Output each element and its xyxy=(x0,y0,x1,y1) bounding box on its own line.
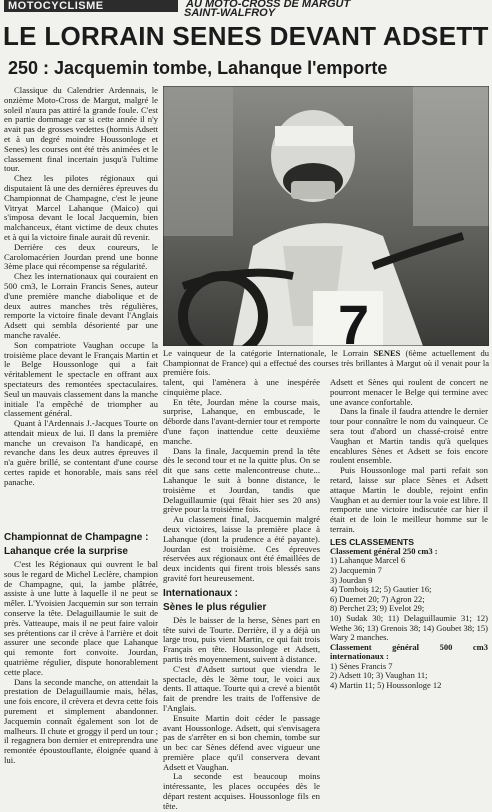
section-heading: Championnat de Champagne : xyxy=(4,532,149,543)
paragraph: talent, qui l'amènera à une inespérée cinquième place. xyxy=(163,377,320,397)
headline: LE LORRAIN SENES DEVANT ADSETT xyxy=(3,21,489,51)
paragraph: Au classement final, Jacquemin malgré deux victoires, laisse la première place à Lahanque (dont la prudence a été payante). Jourdan est troisième. Ces épreuves réservées aux régionaux ont été émaillées de deux incidents qui firent trois blessés sans gravité fort heureusement. xyxy=(163,514,320,583)
result-line: 10) Sudak 30; 11) Delaguillaumie 31; 12) Wethe 36; 13) Grenois 38; 14) Goubet 38; 15) Wary 2 manches. xyxy=(330,612,488,643)
results-group-title: Classement général 250 cm3 : xyxy=(330,545,438,556)
paragraph: Derrière ces deux coureurs, le Carolomacérien Jourdan prend une bonne 3ème place qui récompense sa régularité. xyxy=(4,241,158,272)
paragraph: Classique du Calendrier Ardennais, le onzième Moto-Cross de Margut, malgré le soleil n'aura pas attiré la grande foule. C'est en partie dommage car si cette année il n'y avait pas de grosses vedettes (hormis Adsett et à un degré moindre Houssonloge et Senes) les courses ont été très animées et le classement final incertain jusqu'à l'ultime tour. xyxy=(4,85,158,174)
paragraph: Dans la finale, Jacquemin prend la tête dès le second tour et ne la quitte plus. On se dit que sans cette malencontreuse chute... Lahanque le suit à bonne distance, le troisième et Jourdan, tandis que Delaguillaumie (qui fêtait hier ses 20 ans) grève pour la troisième fois. xyxy=(163,445,320,515)
event-title-line2: SAINT-WALFROY xyxy=(184,7,276,19)
paragraph: La seconde est beaucoup moins intéressante, les places occupées dès le départ restent acquises. Houssonloge fils en tête. xyxy=(163,771,320,811)
result-line: 6) Duemet 20; 7) Agron 22; xyxy=(330,593,425,604)
result-line: 4) Tomboiș 12; 5) Gautier 16; xyxy=(330,584,432,595)
paragraph: Adsett et Sènes qui roulent de concert ne pourront menacer le Belge qui termine avec une avance confortable. xyxy=(330,377,488,407)
results-group-title: Classement général 500 cm3 internationaux : xyxy=(330,641,488,662)
paragraph: Chez les pilotes régionaux qui disputaient là une des dernières épreuves du Championnat de Champagne, c'est le jeune Vitryat Marcel Lahanque (Maico) qui s'imposa devant le local Jacquemin, bien malchanceux, étant victime de deux chutes et à qui la victoire finale aurait dû revenir. xyxy=(4,173,158,242)
section-subheading: Sènes le plus régulier xyxy=(163,601,267,613)
result-line: 4) Martin 11; 5) Houssonloge 12 xyxy=(330,680,442,691)
paragraph: Ensuite Martin doit céder le passage avant Houssonloge. Adsett, qui s'envisagera pas de s'arrêter en si bon chemin, tombe sur un bec car Sènes défend avec vigueur une première place qu'il conservera devant Adsett et Vaughan. xyxy=(163,712,320,772)
photo-caption xyxy=(163,349,489,378)
article-column-2 xyxy=(163,378,320,812)
paragraph: En tête, Jourdan mène la course mais, surprise, Lahanque, en embuscade, le déborde dans l'avant-dernier tour et remporte d'une façon inattendue cette deuxième manche. xyxy=(163,396,320,446)
event-title xyxy=(186,0,486,18)
page-header xyxy=(0,0,492,20)
section-label: MOTOCYCLISME xyxy=(4,0,178,12)
paragraph: Dès le baisser de la herse, Sènes part en tête suivi de Tourte. Derrière, il y a déjà un large trou, puis vient Martin, ce qui fait trois Français en tête. Houssonloge et Adsett, partis très moyennement, suivent à distance. xyxy=(163,614,320,664)
result-line: 8) Perchet 23; 9) Evelot 29; xyxy=(330,603,425,614)
article-column-1-lower xyxy=(4,528,158,766)
result-line: 1) Lahanque Marcel 6 xyxy=(330,555,406,566)
result-line: 2) Jacquemin 7 xyxy=(330,564,382,575)
results-heading: LES CLASSEMENTS xyxy=(330,536,415,547)
paragraph: Dans la seconde manche, on attendait la prestation de Delaguillaumie mais, hélas, une fois encore, il crèvera et devra cette fois purement et simplement abandonner. Jacquemin connaît également son lot de malheurs. Il chute et groggy il perd un tour ; il regagnera bon dernier et entreprendra une remontée époustouflante, éloignée quand à lui. xyxy=(4,676,158,765)
result-line: 3) Jourdan 9 xyxy=(330,574,373,585)
event-title-line1: AU MOTO-CROSS DE MARGUT xyxy=(186,0,351,10)
rider-photo xyxy=(163,86,489,346)
caption-name: SENES xyxy=(373,348,401,358)
caption-rest: (6ème actuellement du Championnat de France) qui a effectué des courses très brillantes à Margut où il venait pour la première fois. xyxy=(163,348,489,378)
result-line: 1) Sènes Francis 7 xyxy=(330,660,393,671)
paragraph: Chez les internationaux qui couraient en 500 cm3, le Lorrain Francis Senes, auteur d'une première manche diabolique et de deux autres manches très régulières, remporte la victoire finale devant l'Anglais Adsett qui sembla désorienté par une manche ravalée. xyxy=(4,271,158,340)
paragraph: Dans la finale il faudra attendre le dernier tour pour connaître le nom du vainqueur. Ce sera tout d'abord un chassé-croisé entre Vaughan et Martin tandis qu'à quelques encablures Sènes et Adsett se fois encore roulent ensemble. xyxy=(330,406,488,466)
paragraph: Puis Houssonloge mal parti refait son retard, laisse sur place Sènes et Adsett attaque Martin le double, rejoint enfin Vaughan et au dernier tour la voie est libre. Il remporte une victoire indiscutée car hier il était et de loin le meilleur homme sur le terrain. xyxy=(330,465,488,534)
race-number: 7 xyxy=(338,293,370,346)
paragraph: Son compatriote Vaughan occupe la troisième place devant le Français Martin et le Belge Houssonloge qui a fait véritablement le spectacle en offrant aux spectateurs des remontées spectaculaires. Seul un mauvais classement dans la manche initiale l'a empêché de triompher au classement général. xyxy=(4,339,158,419)
result-line: 2) Adsett 10; 3) Vaughan 11; xyxy=(330,670,428,681)
subheadline: 250 : Jacquemin tombe, Lahanque l'emporte xyxy=(8,58,388,78)
article-column-3 xyxy=(330,378,488,691)
caption-prefix: Le vainqueur de la catégorie Internationale, le Lorrain xyxy=(163,348,369,358)
paragraph: C'est d'Adsett surtout que viendra le spectacle, dès le 3ème tour, le voici aux dents. Il attaque. Tourte qui a crevé a bientôt fait de prendre les traits de l'offensive de l'Anglais. xyxy=(163,663,320,713)
section-subheading: Lahanque crée la surprise xyxy=(4,546,128,557)
section-heading: Internationaux : xyxy=(163,587,239,599)
paragraph: Quant à l'Ardennais J.-Jacques Tourte on attendait mieux de lui. Il dans la première manche un crevaison l'a handicapé, en revanche dans les deux autres épreuves il n'a guère brillé, se contentant d'une course certes rapide et honorable, mais sans réel panache. xyxy=(4,418,158,487)
article-column-1 xyxy=(4,86,158,488)
paragraph: C'est les Régionaux qui ouvrent le bal sous le regard de Michel Leclère, champion de Champagne, qui, la jambe plâtrée, assiste à une lutte à laquelle il ne peut se mêler. L'Yvoisien Jacquemin sur son terrain conserve la tête. Delaguillaumie le suit de près. Vatteaupe, mais il ne peut faire valoir ses prétentions car il crève à l'arrière et doit assurer une seconde place que Lahanque qui remonte fort convoite. Jourdan, quatrième régulier, dispute honorablement cette place. xyxy=(4,559,158,677)
rider-photo-illustration xyxy=(163,86,489,346)
